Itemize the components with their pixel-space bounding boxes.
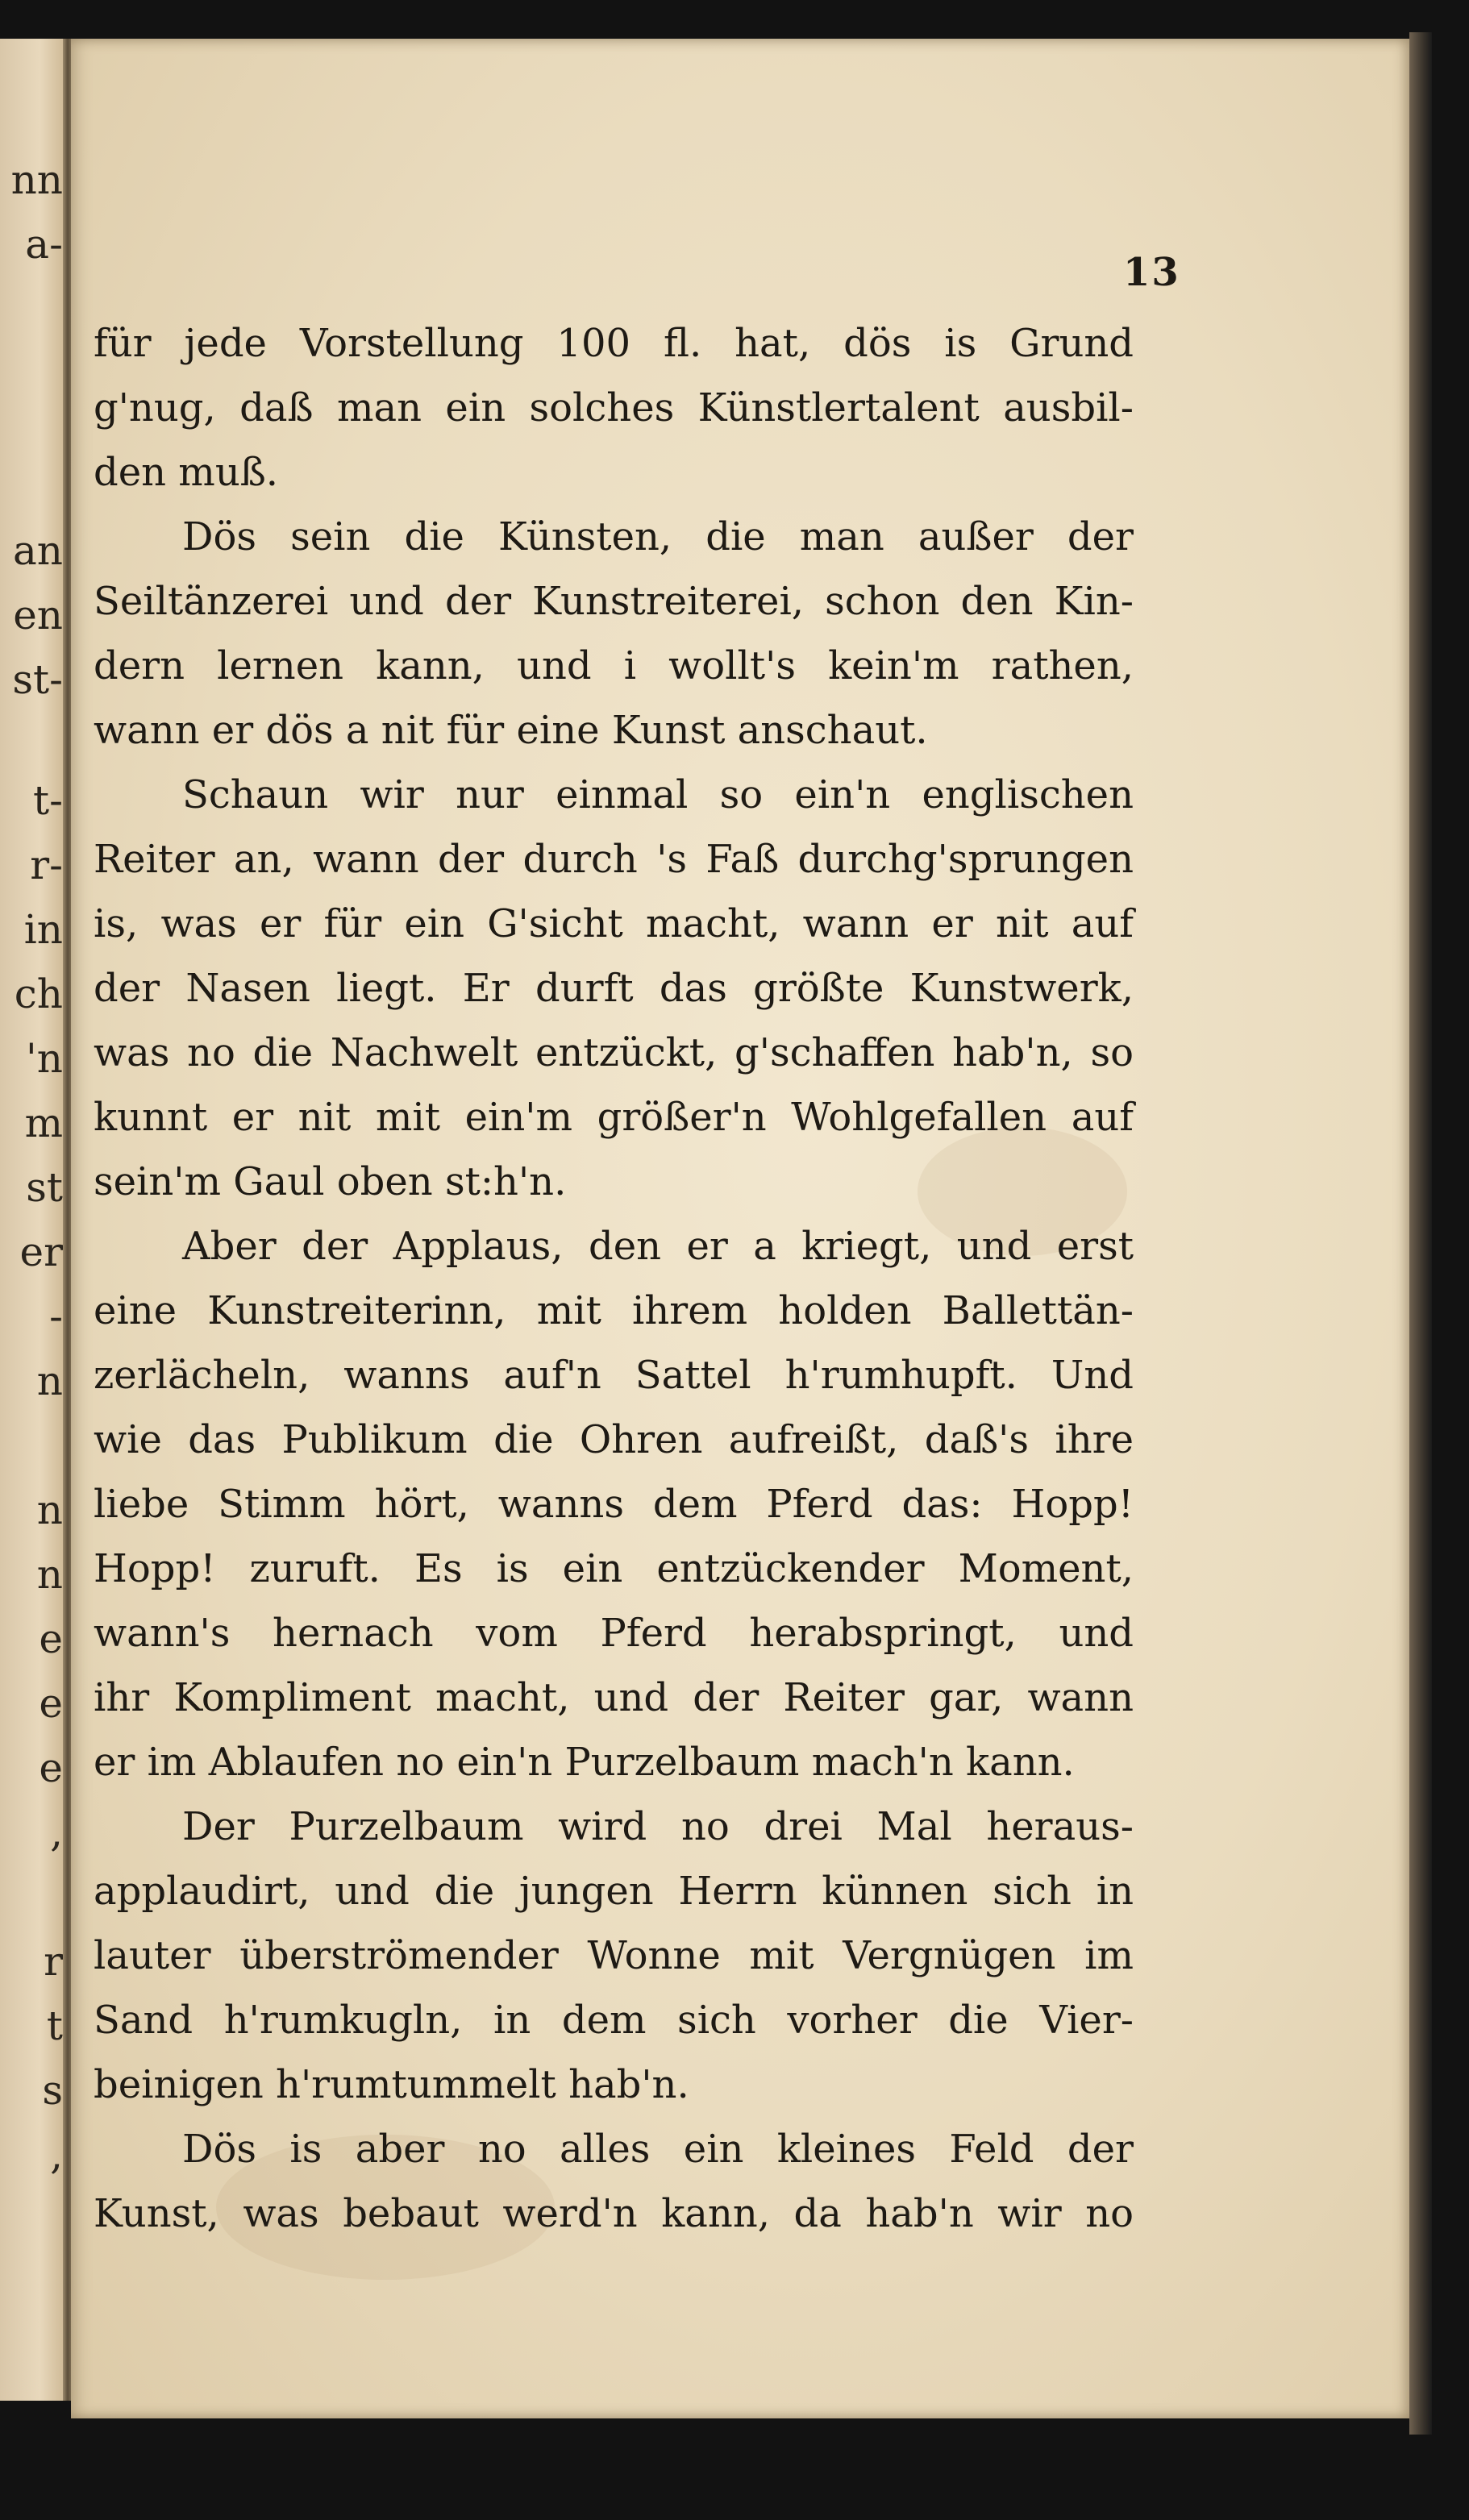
text-line: applaudirt, und die jungen Herrn künnen sich in bbox=[94, 1869, 1134, 1914]
bleed-text: st- bbox=[12, 656, 63, 703]
text-line: Hopp! zuruft. Es is ein entzückender Moment, bbox=[94, 1546, 1134, 1591]
text-line: g'nug, daß man ein solches Künstlertalent ausbil- bbox=[94, 385, 1134, 430]
text-line: kunnt er nit mit ein'm größer'n Wohlgefallen auf bbox=[94, 1095, 1134, 1140]
bleed-text: ch bbox=[14, 971, 63, 1017]
text-line: Aber der Applaus, den er a kriegt, und erst bbox=[182, 1224, 1134, 1269]
bleed-text: er bbox=[19, 1229, 63, 1275]
text-line: dern lernen kann, und i wollt's kein'm rathen, bbox=[94, 643, 1134, 688]
text-line: lauter überströmender Wonne mit Vergnügen im bbox=[94, 1933, 1134, 1978]
text-line: wie das Publikum die Ohren aufreißt, daß's ihre bbox=[94, 1417, 1134, 1462]
bleed-text: r- bbox=[30, 842, 63, 888]
text-line: Kunst, was bebaut werd'n kann, da hab'n wir no bbox=[94, 2191, 1134, 2236]
bleed-text: a- bbox=[25, 221, 63, 268]
text-line: Reiter an, wann der durch 's Faß durchg'sprungen bbox=[94, 837, 1134, 882]
text-line: Schaun wir nur einmal so ein'n englischen bbox=[182, 772, 1134, 817]
body-text bbox=[94, 311, 1134, 2246]
bleed-text: e bbox=[39, 1616, 63, 1662]
text-line: Der Purzelbaum wird no drei Mal heraus- bbox=[182, 1804, 1134, 1849]
bleed-text: t bbox=[46, 2002, 63, 2049]
text-line: liebe Stimm hört, wanns dem Pferd das: Hopp! bbox=[94, 1482, 1134, 1527]
text-line: wann er dös a nit für eine Kunst anschaut. bbox=[94, 708, 928, 753]
text-line: Dös sein die Künsten, die man außer der bbox=[182, 514, 1134, 559]
bleed-text: m bbox=[24, 1100, 63, 1146]
bleed-text: r bbox=[44, 1938, 63, 1985]
bleed-text: e bbox=[39, 1744, 63, 1791]
text-line: Sand h'rumkugln, in dem sich vorher die Vier- bbox=[94, 1998, 1134, 2043]
bleed-text: n bbox=[36, 1551, 63, 1598]
bleed-text: , bbox=[50, 2131, 63, 2178]
bleed-text: s bbox=[42, 2067, 63, 2114]
text-line: wann's hernach vom Pferd herabspringt, und bbox=[94, 1611, 1134, 1656]
bleed-text: , bbox=[50, 1809, 63, 1856]
bleed-text: n bbox=[36, 1487, 63, 1533]
book-page bbox=[71, 39, 1409, 2418]
text-line: was no die Nachwelt entzückt, g'schaffen hab'n, so bbox=[94, 1030, 1134, 1075]
bleed-text: - bbox=[49, 1293, 63, 1340]
text-line: sein'm Gaul oben st:h'n. bbox=[94, 1159, 567, 1204]
bleed-text: st bbox=[26, 1164, 63, 1211]
bleed-text: in bbox=[23, 906, 63, 953]
text-line: ihr Kompliment macht, und der Reiter gar, wann bbox=[94, 1675, 1134, 1720]
text-line: der Nasen liegt. Er durft das größte Kunstwerk, bbox=[94, 966, 1134, 1011]
text-line: is, was er für ein G'sicht macht, wann er nit auf bbox=[94, 901, 1134, 946]
bleed-text: 'n bbox=[26, 1035, 63, 1082]
bleed-text: n bbox=[36, 1358, 63, 1404]
text-line: den muß. bbox=[94, 450, 279, 495]
bleed-text: nn bbox=[10, 156, 63, 203]
text-line: Seiltänzerei und der Kunstreiterei, schon den Kin- bbox=[94, 579, 1134, 624]
text-line: beinigen h'rumtummelt hab'n. bbox=[94, 2062, 689, 2107]
bleed-text: t- bbox=[33, 777, 63, 824]
text-line: eine Kunstreiterinn, mit ihrem holden Ballettän- bbox=[94, 1288, 1134, 1333]
text-line: für jede Vorstellung 100 fl. hat, dös is Grund bbox=[94, 321, 1134, 366]
text-line: Dös is aber no alles ein kleines Feld der bbox=[182, 2127, 1134, 2172]
bleed-text: en bbox=[13, 592, 63, 638]
book-cover-edge bbox=[1409, 32, 1432, 2435]
page-number: 13 bbox=[1123, 250, 1180, 295]
text-line: er im Ablaufen no ein'n Purzelbaum mach'n kann. bbox=[94, 1740, 1075, 1785]
text-line: zerlächeln, wanns auf'n Sattel h'rumhupft. Und bbox=[94, 1353, 1134, 1398]
bleed-text: an bbox=[12, 527, 63, 574]
previous-page-edge bbox=[0, 39, 66, 2401]
bleed-text: e bbox=[39, 1680, 63, 1727]
